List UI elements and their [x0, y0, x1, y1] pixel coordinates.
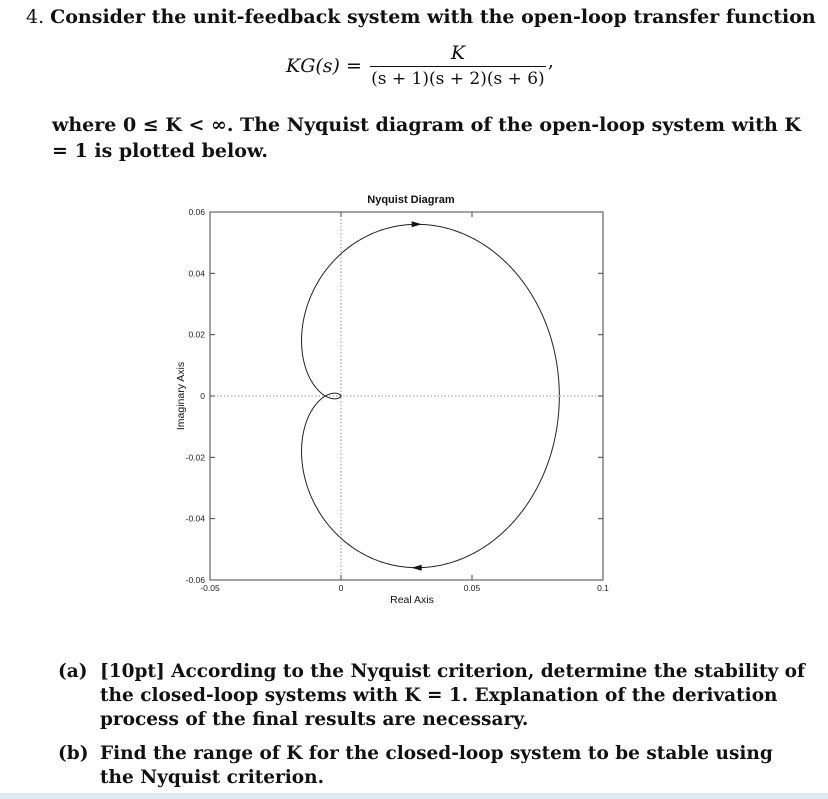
plot-frame	[210, 212, 603, 580]
question-b	[58, 742, 806, 790]
question-b-text: Find the range of K for the closed-loop system to be stable using the Nyquist criterion.	[100, 743, 773, 788]
arrow-head-negative-freq	[412, 221, 422, 227]
nyquist-curve-negative-freq	[302, 224, 560, 399]
grid-lines	[210, 212, 603, 580]
arrow-head-positive-freq	[412, 565, 422, 571]
condition-text: where 0 ≤ K < ∞. The Nyquist diagram of the open-loop system with K = 1 is plotted below.	[52, 114, 801, 162]
equation-denominator: (s + 1)(s + 2)(s + 6)	[371, 69, 545, 89]
problem-number: 4.	[26, 6, 45, 28]
y-axis-ticks	[186, 207, 603, 585]
x-axis-ticks	[200, 212, 609, 593]
x-tick-label: 0.1	[597, 583, 609, 593]
y-tick-label: -0.04	[185, 513, 205, 524]
y-tick-label: 0.04	[188, 268, 205, 279]
nyquist-curve-positive-freq	[302, 393, 560, 568]
y-tick-label: -0.06	[185, 575, 205, 585]
page-bottom-edge	[0, 793, 828, 799]
x-tick-label: -0.05	[200, 583, 220, 593]
question-a-label: (a)	[58, 661, 88, 682]
equation-trailing: ,	[547, 49, 554, 72]
chart-title: Nyquist Diagram	[367, 194, 455, 206]
transfer-function-equation	[286, 42, 554, 89]
x-tick-label: 0	[338, 583, 344, 593]
equation-lhs: KG(s) =	[286, 54, 362, 77]
equation-fraction	[370, 42, 546, 89]
y-tick-label: -0.02	[185, 452, 205, 463]
x-axis-label: Real Axis	[390, 594, 434, 606]
direction-arrows	[412, 221, 422, 570]
question-b-label: (b)	[58, 743, 89, 764]
question-a	[58, 660, 806, 732]
equation-numerator: K	[450, 42, 466, 64]
question-a-text: [10pt] According to the Nyquist criterion, determine the stability of the closed-loop systems with K = 1. Explanation of the derivation process of the final results are necessary.	[100, 661, 805, 730]
y-tick-label: 0.06	[188, 207, 205, 217]
y-axis-label: Imaginary Axis	[175, 361, 187, 431]
y-tick-label: 0.02	[188, 329, 205, 340]
x-tick-label: 0.05	[463, 583, 481, 593]
y-tick-label: 0	[200, 391, 205, 401]
problem-intro: Consider the unit-feedback system with the open-loop transfer function	[50, 6, 816, 28]
problem-statement	[26, 6, 816, 28]
